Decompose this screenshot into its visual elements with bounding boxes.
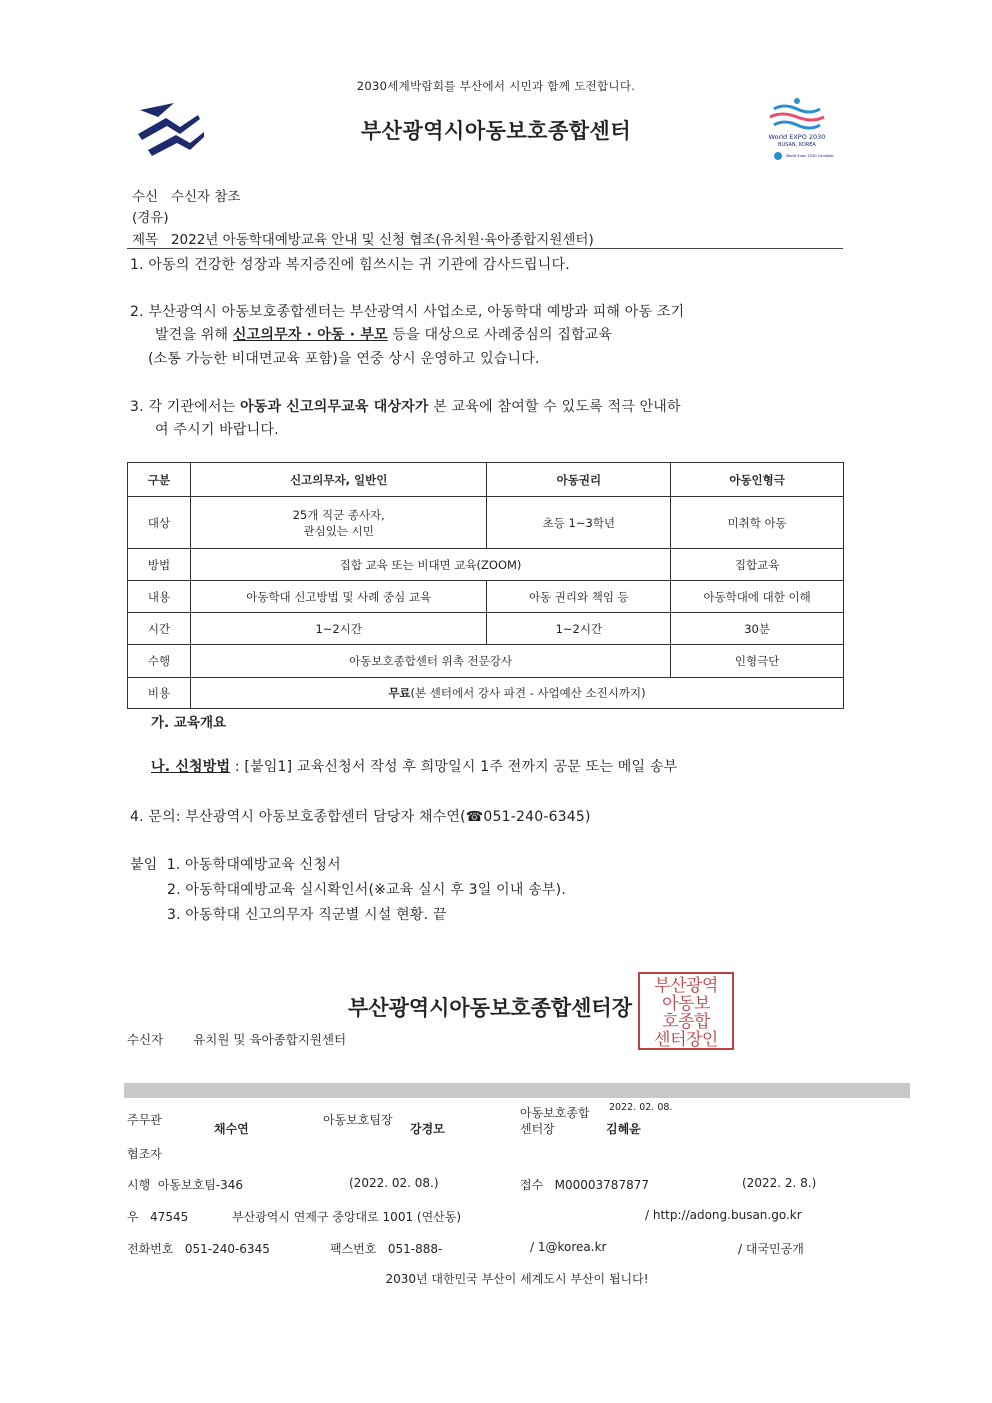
paragraph-2-line3: (소통 가능한 비대면교육 포함)을 연중 상시 운영하고 있습니다. <box>148 351 540 367</box>
recipients-label: 수신자 <box>127 1032 164 1047</box>
table-row <box>128 678 844 709</box>
exec-line <box>127 1176 243 1193</box>
section-na <box>151 755 677 779</box>
fax-label: 팩스번호 <box>330 1242 377 1256</box>
org-title: 부산광역시아동보호종합센터 <box>360 119 632 143</box>
table-cell: 1~2시간 <box>487 613 671 645</box>
center-head-label-2: 센터장 <box>520 1122 555 1136</box>
receipt-label: 접수 <box>520 1178 544 1192</box>
recipient-line <box>132 185 240 205</box>
expo-candidate-text: World Expo 2030 Candidate <box>786 154 834 158</box>
attachment-item: 1. 아동학대예방교육 신청서 <box>166 857 341 873</box>
paragraph-1: 1. 아동의 건강한 성장과 복지증진에 힘쓰시는 귀 기관에 감사드립니다. <box>130 257 570 273</box>
row-label: 비용 <box>128 678 191 709</box>
stamp-text: 부산광역 <box>654 976 718 996</box>
p3-text-c: 본 교육에 참여할 수 있도록 적극 안내하 <box>428 399 681 415</box>
cost-free: 무료 <box>388 686 411 700</box>
zip-line <box>127 1208 188 1225</box>
receipt-value: M00003787877 <box>554 1178 649 1192</box>
phone-value: 051-240-6345 <box>184 1242 270 1256</box>
cooperator-label: 협조자 <box>127 1147 162 1161</box>
stamp-text: 센터장인 <box>654 1030 718 1050</box>
table-row <box>128 581 844 613</box>
table-cell: 미취학 아동 <box>671 497 844 549</box>
recipients-line <box>127 1030 346 1048</box>
team-leader-label: 아동보호팀장 <box>323 1113 393 1127</box>
drafter-name: 채수연 <box>214 1122 249 1136</box>
section-na-text: : [붙임1] 교육신청서 작성 후 희망일시 1주 전까지 공문 또는 메일 송부 <box>230 759 678 775</box>
subject-label: 제목 <box>132 232 159 248</box>
table-header-row <box>128 463 844 497</box>
p2-underlined-targets: 신고의무자 · 아동 · 부모 <box>232 327 388 343</box>
row-label: 방법 <box>128 549 191 581</box>
table-row <box>128 645 844 678</box>
table-cell: 인형극단 <box>671 645 844 678</box>
table-row <box>128 497 844 549</box>
exec-value: 아동보호팀-346 <box>157 1178 244 1192</box>
attachments-label: 붙임 <box>130 857 158 873</box>
table-header: 아동권리 <box>487 463 671 497</box>
table-cell: 집합교육 <box>671 549 844 581</box>
paragraph-2-line1: 2. 부산광역시 아동보호종합센터는 부산광역시 사업소로, 아동학대 예방과 피해 아동 조기 <box>130 304 685 320</box>
table-cell <box>190 497 487 549</box>
address: 부산광역시 연제구 중앙대로 1001 (연산동) <box>232 1210 462 1224</box>
expo-subtext: BUSAN, KOREA <box>778 142 816 148</box>
separator-bar <box>124 1083 910 1098</box>
zip-value: 47545 <box>150 1210 189 1224</box>
expo-text: World EXPO 2030 <box>768 133 826 141</box>
receipt-line <box>520 1176 649 1193</box>
stamp-text: 아동보 <box>662 994 710 1014</box>
recipient-value: 수신자 참조 <box>170 189 241 205</box>
phone-label: 전화번호 <box>127 1242 174 1256</box>
disclosure-status: / 대국민공개 <box>738 1242 804 1256</box>
email-link[interactable]: / 1@korea.kr <box>530 1240 607 1254</box>
drafter-label: 주무관 <box>127 1113 162 1127</box>
table-cell <box>190 678 843 709</box>
inquiry: 4. 문의: 부산광역시 아동보호종합센터 담당자 채수연(☎051-240-6345) <box>130 809 591 825</box>
cell-line: 25개 직군 종사자, <box>292 507 385 522</box>
director-title: 부산광역시아동보호종합센터장 <box>348 996 633 1020</box>
attachment-item: 3. 아동학대 신고의무자 직군별 시설 현황. 끝 <box>167 907 447 923</box>
table-cell: 아동 권리와 책임 등 <box>487 581 671 613</box>
section-na-label: 나. 신청방법 <box>151 759 231 775</box>
table-cell: 초등 1~3학년 <box>487 497 671 549</box>
subject-line <box>132 228 594 248</box>
fax-line <box>330 1240 442 1257</box>
table-cell: 아동학대 신고방법 및 사례 중심 교육 <box>190 581 487 613</box>
slogan: 2030세계박람회를 부산에서 시민과 함께 도전합니다. <box>356 79 636 93</box>
zip-label: 우 <box>127 1210 139 1224</box>
approval-date: 2022. 02. 08. <box>609 1102 673 1113</box>
row-label: 수행 <box>128 645 191 678</box>
receipt-date: (2022. 2. 8.) <box>742 1176 817 1190</box>
table-cell: 집합 교육 또는 비대면 교육(ZOOM) <box>190 549 670 581</box>
table-cell: 아동보호종합센터 위촉 전문강사 <box>190 645 670 678</box>
center-head-label-1: 아동보호종합 <box>520 1106 590 1120</box>
row-label: 대상 <box>128 497 191 549</box>
table-cell: 아동학대에 대한 이해 <box>671 581 844 613</box>
via-label: (경유) <box>132 210 169 226</box>
fax-value: 051-888- <box>387 1242 443 1256</box>
exec-date: (2022. 02. 08.) <box>349 1176 439 1190</box>
p2-text-a: 발견을 위해 <box>155 327 233 343</box>
p2-text-b: 등을 대상으로 사례중심의 집합교육 <box>387 327 613 343</box>
table-row <box>128 613 844 645</box>
center-head-name: 김혜윤 <box>606 1122 641 1136</box>
p3-bold: 아동과 신고의무교육 대상자가 <box>240 399 429 415</box>
paragraph-2-line2 <box>155 323 612 347</box>
paragraph-3-line1 <box>130 395 681 419</box>
world-expo-logo-icon <box>760 95 834 165</box>
subject-value: 2022년 아동학대예방교육 안내 및 신청 협조(유치원·육아종합지원센터) <box>170 232 594 248</box>
paragraph-3-line2: 여 주시기 바랍니다. <box>155 422 279 438</box>
recipient-label: 수신 <box>132 189 159 205</box>
recipients-value: 유치원 및 육아종합지원센터 <box>193 1032 347 1047</box>
exec-label: 시행 <box>127 1178 151 1192</box>
section-ga: 가. 교육개요 <box>151 715 227 731</box>
attachments-line1 <box>130 853 341 877</box>
table-header: 아동인형극 <box>671 463 844 497</box>
stamp-text: 호종합 <box>662 1012 710 1032</box>
bottom-slogan: 2030년 대한민국 부산이 세계도시 부산이 됩니다! <box>385 1272 649 1286</box>
website-link[interactable]: / http://adong.busan.go.kr <box>645 1208 802 1222</box>
p3-text-a: 3. 각 기관에서는 <box>130 399 241 415</box>
header-divider <box>127 248 843 249</box>
phone-line <box>127 1240 270 1257</box>
table-header: 구분 <box>128 463 191 497</box>
education-table <box>127 462 844 709</box>
table-row <box>128 549 844 581</box>
row-label: 시간 <box>128 613 191 645</box>
cost-detail: (본 센터에서 강사 파견 - 사업예산 소진시까지) <box>410 686 646 700</box>
table-cell: 1~2시간 <box>190 613 487 645</box>
official-seal-stamp <box>638 972 734 1050</box>
row-label: 내용 <box>128 581 191 613</box>
attachment-item: 2. 아동학대예방교육 실시확인서(※교육 실시 후 3일 이내 송부). <box>167 882 566 898</box>
cell-line: 관심있는 시민 <box>303 523 374 538</box>
table-header: 신고의무자, 일반인 <box>190 463 487 497</box>
table-cell: 30분 <box>671 613 844 645</box>
team-leader-name: 강경모 <box>410 1122 445 1136</box>
